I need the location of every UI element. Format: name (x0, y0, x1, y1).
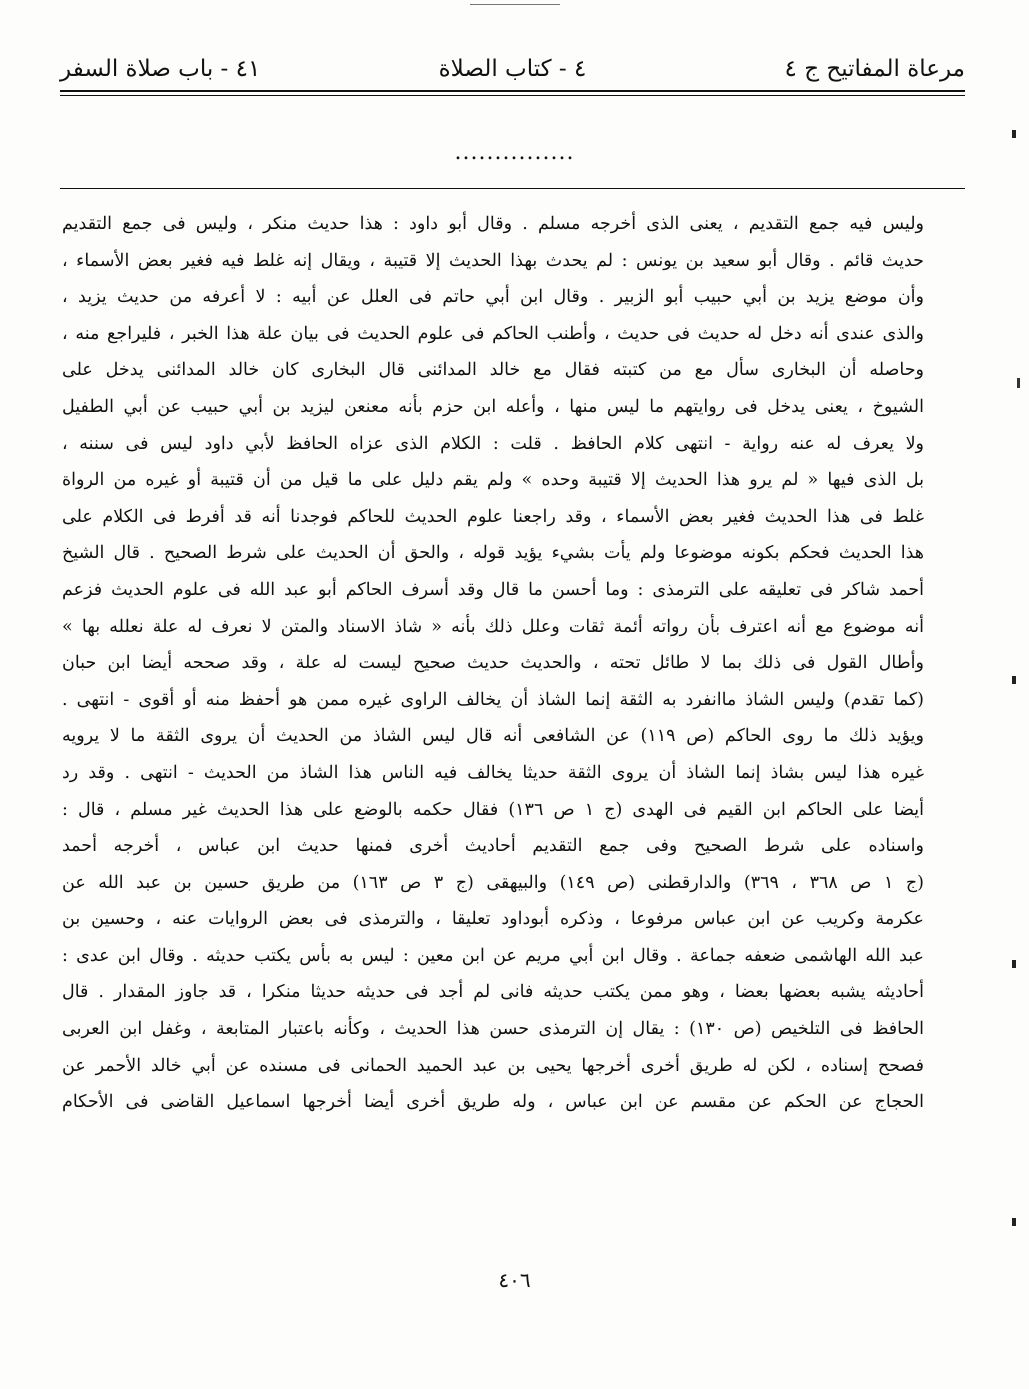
text-line: غلط فى هذا الحديث فغير بعض الأسماء ، وقد راجعنا علوم الحديث للحاكم فوجدنا أنه قد أفرط فى الكلام على (62, 506, 924, 527)
ornament-dots: ............... (454, 140, 575, 165)
content-rule (60, 188, 965, 189)
text-line: عبد الله الهاشمى ضعفه جماعة . وقال ابن أبي مريم عن ابن معين : ليس به بأس يكتب حديثه . وقال ابن عدى : (62, 945, 924, 966)
text-line: (ج ١ ص ٣٦٨ ، ٣٦٩) والدارقطنى (ص ١٤٩) والبيهقى (ج ٣ ص ١٦٣) من طريق حسين بن عبد الله عن (62, 872, 924, 893)
scan-margin-mark (1012, 960, 1016, 968)
text-line: (كما تقدم) وليس الشاذ ماانفرد به الثقة إنما الشاذ أن يخالف الراوى غيره ممن هو أحفظ منه أو أقوى - انتهى . (62, 689, 924, 710)
page-number: ٤٠٦ (498, 1268, 531, 1292)
header-rule-thin (60, 95, 965, 96)
scan-margin-mark (1017, 378, 1020, 388)
text-line: فصحح إسناده ، لكن له طريق أخرى أخرجها يحيى بن عبد الحميد الحمانى فى مسنده عن أبي خالد الأحمر عن (62, 1055, 924, 1076)
text-line: أحمد شاكر فى تعليقه على الترمذى : وما أحسن ما قال وقد أسرف الحاكم أبو عبد الله فى علوم الحديث فزعم (62, 579, 924, 600)
text-line: الشيوخ ، يعنى يدخل فى روايتهم ما ليس منها ، وأعله ابن حزم بأنه معنعن ليزيد بن أبي حبيب عن أبي الطفيل (62, 396, 924, 417)
text-line: أنه موضوع مع أنه اعترف بأن رواته أئمة ثقات وعلل ذلك بأنه « شاذ الاسناد والمتن لا نعرف له علة نعلله بها » (62, 616, 924, 637)
text-line: الحجاج عن الحكم عن مقسم عن ابن عباس ، وله طريق أخرى أيضا أخرجها اسماعيل القاضى فى الأحكام (62, 1092, 924, 1113)
text-line: ولا يعرف له عنه رواية - انتهى كلام الحافظ . قلت : الكلام الذى عزاه الحافظ لأبي داود ليس فى سننه ، (62, 433, 924, 454)
running-header (60, 52, 965, 88)
scan-margin-mark (1012, 130, 1016, 138)
text-line: غيره هذا ليس بشاذ إنما الشاذ أن يروى الثقة حديثا يخالف فيه الناس هذا الشاذ من الحديث - انتهى . وقد رد (62, 762, 924, 783)
text-line: حديث قائم . وقال أبو سعيد بن يونس : لم يحدث بهذا الحديث إلا قتيبة ، ويقال إنه غلط فيه فغير بعض الأسماء ، (62, 250, 924, 271)
text-line: وأطال القول فى ذلك بما لا طائل تحته ، والحديث حديث صحيح ليست له علة ، وقد صححه أيضا ابن حبان (62, 653, 924, 674)
top-edge-rule (470, 4, 560, 5)
text-line: وحاصله أن البخارى سأل مع من كتبته فقال مع خالد المدائنى قال البخارى كان خالد المدائنى يدخل على (62, 360, 924, 381)
text-line: واسناده على شرط الصحيح وفى جمع التقديم أحاديث أخرى فمنها حديث ابن عباس ، أخرجه أحمد (62, 836, 924, 857)
text-line: وليس فيه جمع التقديم ، يعنى الذى أخرجه مسلم . وقال أبو داود : هذا حديث منكر ، وليس فى جمع التقديم (62, 214, 924, 234)
text-line: ويؤيد ذلك ما روى الحاكم (ص ١١٩) عن الشافعى أنه قال ليس الشاذ من الحديث أن يروى الثقة ما لا يرويه (62, 726, 924, 747)
header-section-title: ٤١ - باب صلاة السفر (60, 56, 261, 82)
header-rule-thick (60, 90, 965, 92)
text-line: أيضا على الحاكم ابن القيم فى الهدى (ج ١ ص ١٣٦) فقال حكمه بالوضع على هذا الحديث غير مسلم ، قال : (62, 799, 924, 820)
scan-margin-mark (1012, 1218, 1016, 1226)
header-chapter-title: ٤ - كتاب الصلاة (438, 56, 587, 82)
scan-margin-mark (1012, 676, 1016, 684)
text-line: عكرمة وكريب عن ابن عباس مرفوعا ، وذكره أبوداود تعليقا ، والترمذى فى بعض الروايات عنه ، وحسين بن (62, 909, 924, 930)
text-line: بل الذى فيها « لم يرو هذا الحديث إلا قتيبة وحده » ولم يقم دليل على ما قيل من أن قتيبة أو غيره من الرواة (62, 470, 924, 491)
text-line: أحاديثه يشبه بعضها بعضا ، وهو ممن يكتب حديثه فانى لم أجد فى حديثه حديثا منكرا ، قد جاوز المقدار . قال (62, 982, 924, 1003)
text-line: الحافظ فى التلخيص (ص ١٣٠) : يقال إن الترمذى حسن هذا الحديث ، وكأنه باعتبار المتابعة ، وغفل ابن العربى (62, 1019, 924, 1040)
text-line: هذا الحديث فحكم بكونه موضوعا ولم يأت بشيء يؤيد قوله ، والحق أن الحديث على شرط الصحيح . قال الشيخ (62, 543, 924, 564)
text-line: وأن موضع يزيد بن أبي حبيب أبو الزبير . وقال ابن أبي حاتم فى العلل عن أبيه : لا أعرفه من حديث يزيد ، (62, 287, 924, 308)
commentary-text (62, 206, 924, 1121)
header-book-title: مرعاة المفاتيح ج ٤ (784, 56, 965, 82)
text-line: والذى عندى أنه دخل له حديث فى حديث ، وأطنب الحاكم فى علوم الحديث فى بيان علة هذا الخبر ، فليراجع منه ، (62, 323, 924, 344)
